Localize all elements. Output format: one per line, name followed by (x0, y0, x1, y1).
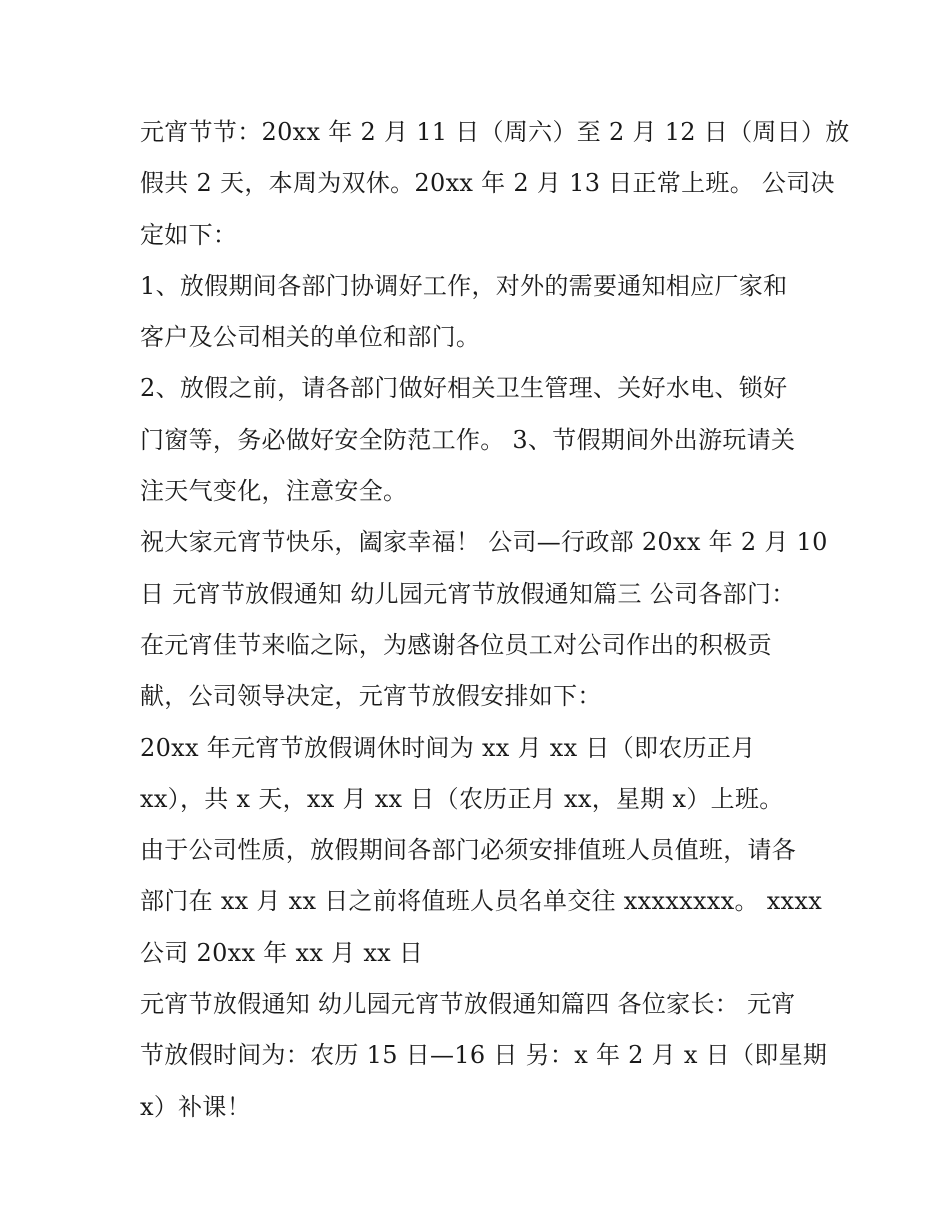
document-body (140, 107, 850, 1133)
text-line: 祝大家元宵节快乐，阖家幸福！ 公司—行政部 20xx 年 2 月 10 (140, 528, 828, 557)
text-line: 元宵节放假通知 幼儿园元宵节放假通知篇四 各位家长： 元宵 (140, 990, 796, 1019)
text-line: 2、放假之前，请各部门做好相关卫生管理、关好水电、锁好 (140, 374, 788, 403)
text-line: 注天气变化，注意安全。 (140, 477, 408, 506)
text-line: 公司 20xx 年 xx 月 xx 日 (140, 938, 424, 967)
text-line: x）补课！ (140, 1092, 252, 1121)
text-line: 献，公司领导决定，元宵节放假安排如下： (140, 682, 602, 711)
text-line: 客户及公司相关的单位和部门。 (140, 323, 481, 352)
text-line: 1、放假期间各部门协调好工作，对外的需要通知相应厂家和 (140, 271, 788, 300)
text-line: 在元宵佳节来临之际，为感谢各位员工对公司作出的积极贡 (140, 630, 772, 659)
text-line: 部门在 xx 月 xx 日之前将值班人员名单交往 xxxxxxxx。 xxxx (140, 887, 823, 916)
text-line: xx），共 x 天，xx 月 xx 日（农历正月 xx，星期 x）上班。 (140, 784, 784, 813)
text-line: 门窗等，务必做好安全防范工作。 3、节假期间外出游玩请关 (140, 425, 796, 454)
text-line: 20xx 年元宵节放假调休时间为 xx 月 xx 日（即农历正月 (140, 733, 756, 762)
text-line: 节放假时间为：农历 15 日—16 日 另：x 年 2 月 x 日（即星期 (140, 1041, 828, 1070)
text-line: 由于公司性质，放假期间各部门必须安排值班人员值班，请各 (140, 836, 797, 865)
text-line: 假共 2 天，本周为双休。20xx 年 2 月 13 日正常上班。 公司决 (140, 169, 835, 198)
text-line: 元宵节节：20xx 年 2 月 11 日（周六）至 2 月 12 日（周日）放 (140, 118, 850, 146)
text-line: 日 元宵节放假通知 幼儿园元宵节放假通知篇三 公司各部门： (140, 579, 796, 608)
text-line: 定如下： (140, 220, 238, 249)
